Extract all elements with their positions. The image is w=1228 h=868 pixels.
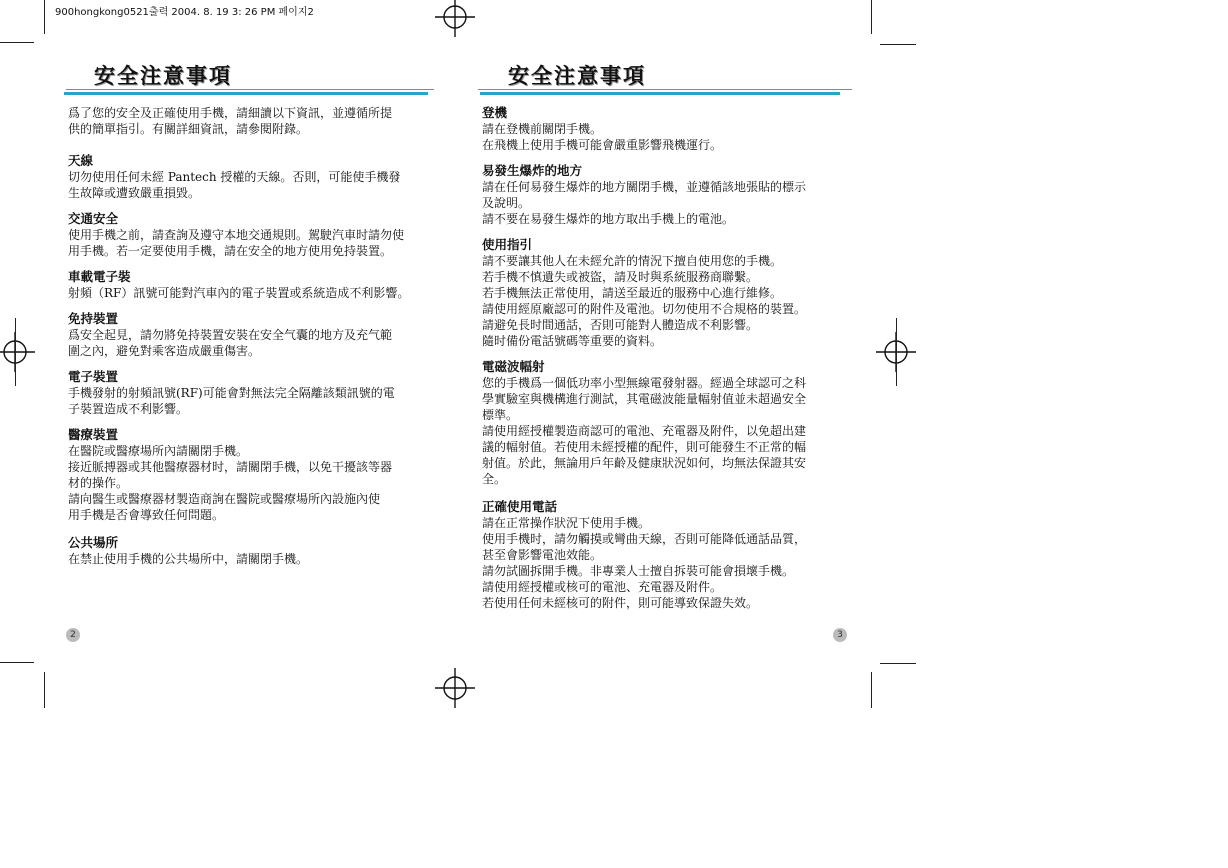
registration-mark (0, 332, 35, 372)
section-line: 射頻（RF）訊號可能對汽車內的電子裝置或系統造成不利影響。 (68, 286, 410, 300)
crop-mark (44, 672, 45, 708)
section-line: 在飛機上使用手機可能會嚴重影響飛機運行。 (482, 138, 723, 152)
section (482, 237, 850, 349)
section-line: 議的幅射值。若使用未經授權的配件，則可能發生不正常的幅 (482, 440, 807, 454)
section-line: 請向醫生或醫療器材製造商詢在醫院或醫療場所內設施內使 (68, 492, 381, 506)
crop-mark (0, 42, 34, 43)
page-title: 安全注意事項 (94, 63, 232, 88)
section-line: 爲安全起見，請勿將免持裝置安裝在安全气囊的地方及充气範 (68, 328, 393, 342)
section-line: 標準。 (482, 408, 519, 422)
section-heading: 車載電子裝 (68, 269, 131, 284)
section-heading: 電磁波幅射 (482, 359, 545, 374)
section-line: 甚至會影響電池效能。 (482, 548, 603, 562)
crop-mark (871, 0, 872, 34)
left-sections (68, 153, 430, 567)
right-page (482, 60, 850, 621)
section-line: 全。 (482, 472, 507, 486)
section-line: 您的手機爲一個低功率小型無線電發射器。經過全球認可之科 (482, 376, 807, 390)
right-sections (482, 105, 850, 611)
section-heading: 正確使用電話 (482, 499, 558, 514)
section-heading: 免持裝置 (68, 311, 119, 326)
section-line: 圍之內，避免對乘客造成嚴重傷害。 (68, 344, 261, 358)
section (68, 311, 430, 359)
section-line: 請不要讓其他人在未經允許的情況下擅自使用您的手機。 (482, 254, 783, 268)
section-heading: 醫療裝置 (68, 427, 119, 442)
section-heading: 天線 (68, 153, 94, 168)
section (68, 369, 430, 417)
section-line: 材的操作。 (68, 476, 129, 490)
intro-line: 爲了您的安全及正確使用手機，請細讀以下資訊，並遵循所提 (68, 106, 393, 120)
section-line: 請使用經原廠認可的附件及電池。切勿使用不合規格的裝置。 (482, 302, 807, 316)
section (68, 153, 430, 201)
section-heading: 使用指引 (482, 237, 533, 252)
section-line: 請使用經授權製造商認可的電池、充電器及附件，以免超出建 (482, 424, 807, 438)
title-rule (64, 92, 428, 95)
section (68, 211, 430, 259)
section-line: 請在正常操作狀況下使用手機。 (482, 516, 651, 530)
crop-mark (44, 0, 45, 34)
crop-mark (880, 663, 916, 664)
section-line: 用手機。若一定要使用手機，請在安全的地方使用免持裝置。 (68, 244, 393, 258)
section-line: 接近脈搏器或其他醫療器材时，請關閉手機，以免干擾該等器 (68, 460, 393, 474)
section-line: 生故障或遭致嚴重損毀。 (68, 186, 201, 200)
section (482, 163, 850, 227)
crop-mark (896, 318, 897, 386)
crop-mark (880, 44, 916, 45)
section (68, 269, 430, 301)
section-line: 請不要在易發生爆炸的地方取出手機上的電池。 (482, 212, 735, 226)
registration-mark (435, 668, 475, 708)
section-line: 請使用經授權或核可的電池、充電器及附件。 (482, 580, 723, 594)
section-line: 子裝置造成不利影響。 (68, 402, 189, 416)
section-line: 請在登機前關閉手機。 (482, 122, 603, 136)
section-line: 請在任何易發生爆炸的地方關閉手機，並遵循該地張貼的標示 (482, 180, 807, 194)
section-heading: 登機 (482, 105, 508, 120)
section-line: 用手機是否會導致任何問題。 (68, 508, 225, 522)
section-line: 手機發射的射頻訊號(RF)可能會對無法完全隔離該類訊號的電 (68, 386, 395, 400)
page-number: 2 (66, 628, 80, 642)
section-line: 若手機無法正常使用，請送至最近的服務中心進行維修。 (482, 286, 783, 300)
crop-mark (871, 672, 872, 708)
crop-mark (15, 318, 16, 386)
section-line: 及說明。 (482, 196, 531, 210)
section-heading: 電子裝置 (68, 369, 119, 384)
registration-mark (435, 0, 475, 37)
section-line: 隨时備份電話號碼等重要的資料。 (482, 334, 663, 348)
section-line: 請避免長时間通話，否則可能對人體造成不利影響。 (482, 318, 759, 332)
section-line: 若手機不慎遺失或被盜，請及时與系統服務商聯繫。 (482, 270, 759, 284)
section-line: 請勿試圖拆開手機。非專業人士擅自拆裝可能會損壞手機。 (482, 564, 795, 578)
section-line: 學實驗室與機構進行測試，其電磁波能量幅射值並未超過安全 (482, 392, 807, 406)
section-line: 使用手機之前，請查詢及遵守本地交通規則。駕駛汽車时請勿使 (68, 228, 405, 242)
section-line: 射值。於此，無論用戶年齡及健康狀況如何，均無法保證其安 (482, 456, 807, 470)
section (482, 105, 850, 153)
section-line: 使用手機时，請勿觸摸或彎曲天線，否則可能降低通話品質， (482, 532, 807, 546)
section (68, 427, 430, 523)
section-heading: 交通安全 (68, 211, 119, 226)
section (482, 359, 850, 487)
left-page (68, 60, 430, 577)
print-header: 900hongkong0521출력 2004. 8. 19 3: 26 PM 페이지2 (55, 7, 314, 18)
section-line: 切勿使用任何未經 Pantech 授權的天線。否則，可能使手機發 (68, 170, 401, 184)
section-heading: 易發生爆炸的地方 (482, 163, 583, 178)
crop-mark (0, 662, 34, 663)
section-line: 在醫院或醫療場所內請關閉手機。 (68, 444, 249, 458)
page-number: 3 (833, 628, 847, 642)
section-line: 若使用任何未經核可的附件，則可能導致保證失效。 (482, 596, 759, 610)
section (482, 499, 850, 611)
section-heading: 公共場所 (68, 535, 119, 550)
section-line: 在禁止使用手機的公共場所中，請關閉手機。 (68, 552, 309, 566)
title-rule (480, 92, 840, 95)
intro-line: 供的簡單指引。有關詳細資訊，請參閱附錄。 (68, 122, 309, 136)
page-title: 安全注意事項 (508, 63, 646, 88)
intro-paragraph (68, 105, 430, 137)
section (68, 535, 430, 567)
